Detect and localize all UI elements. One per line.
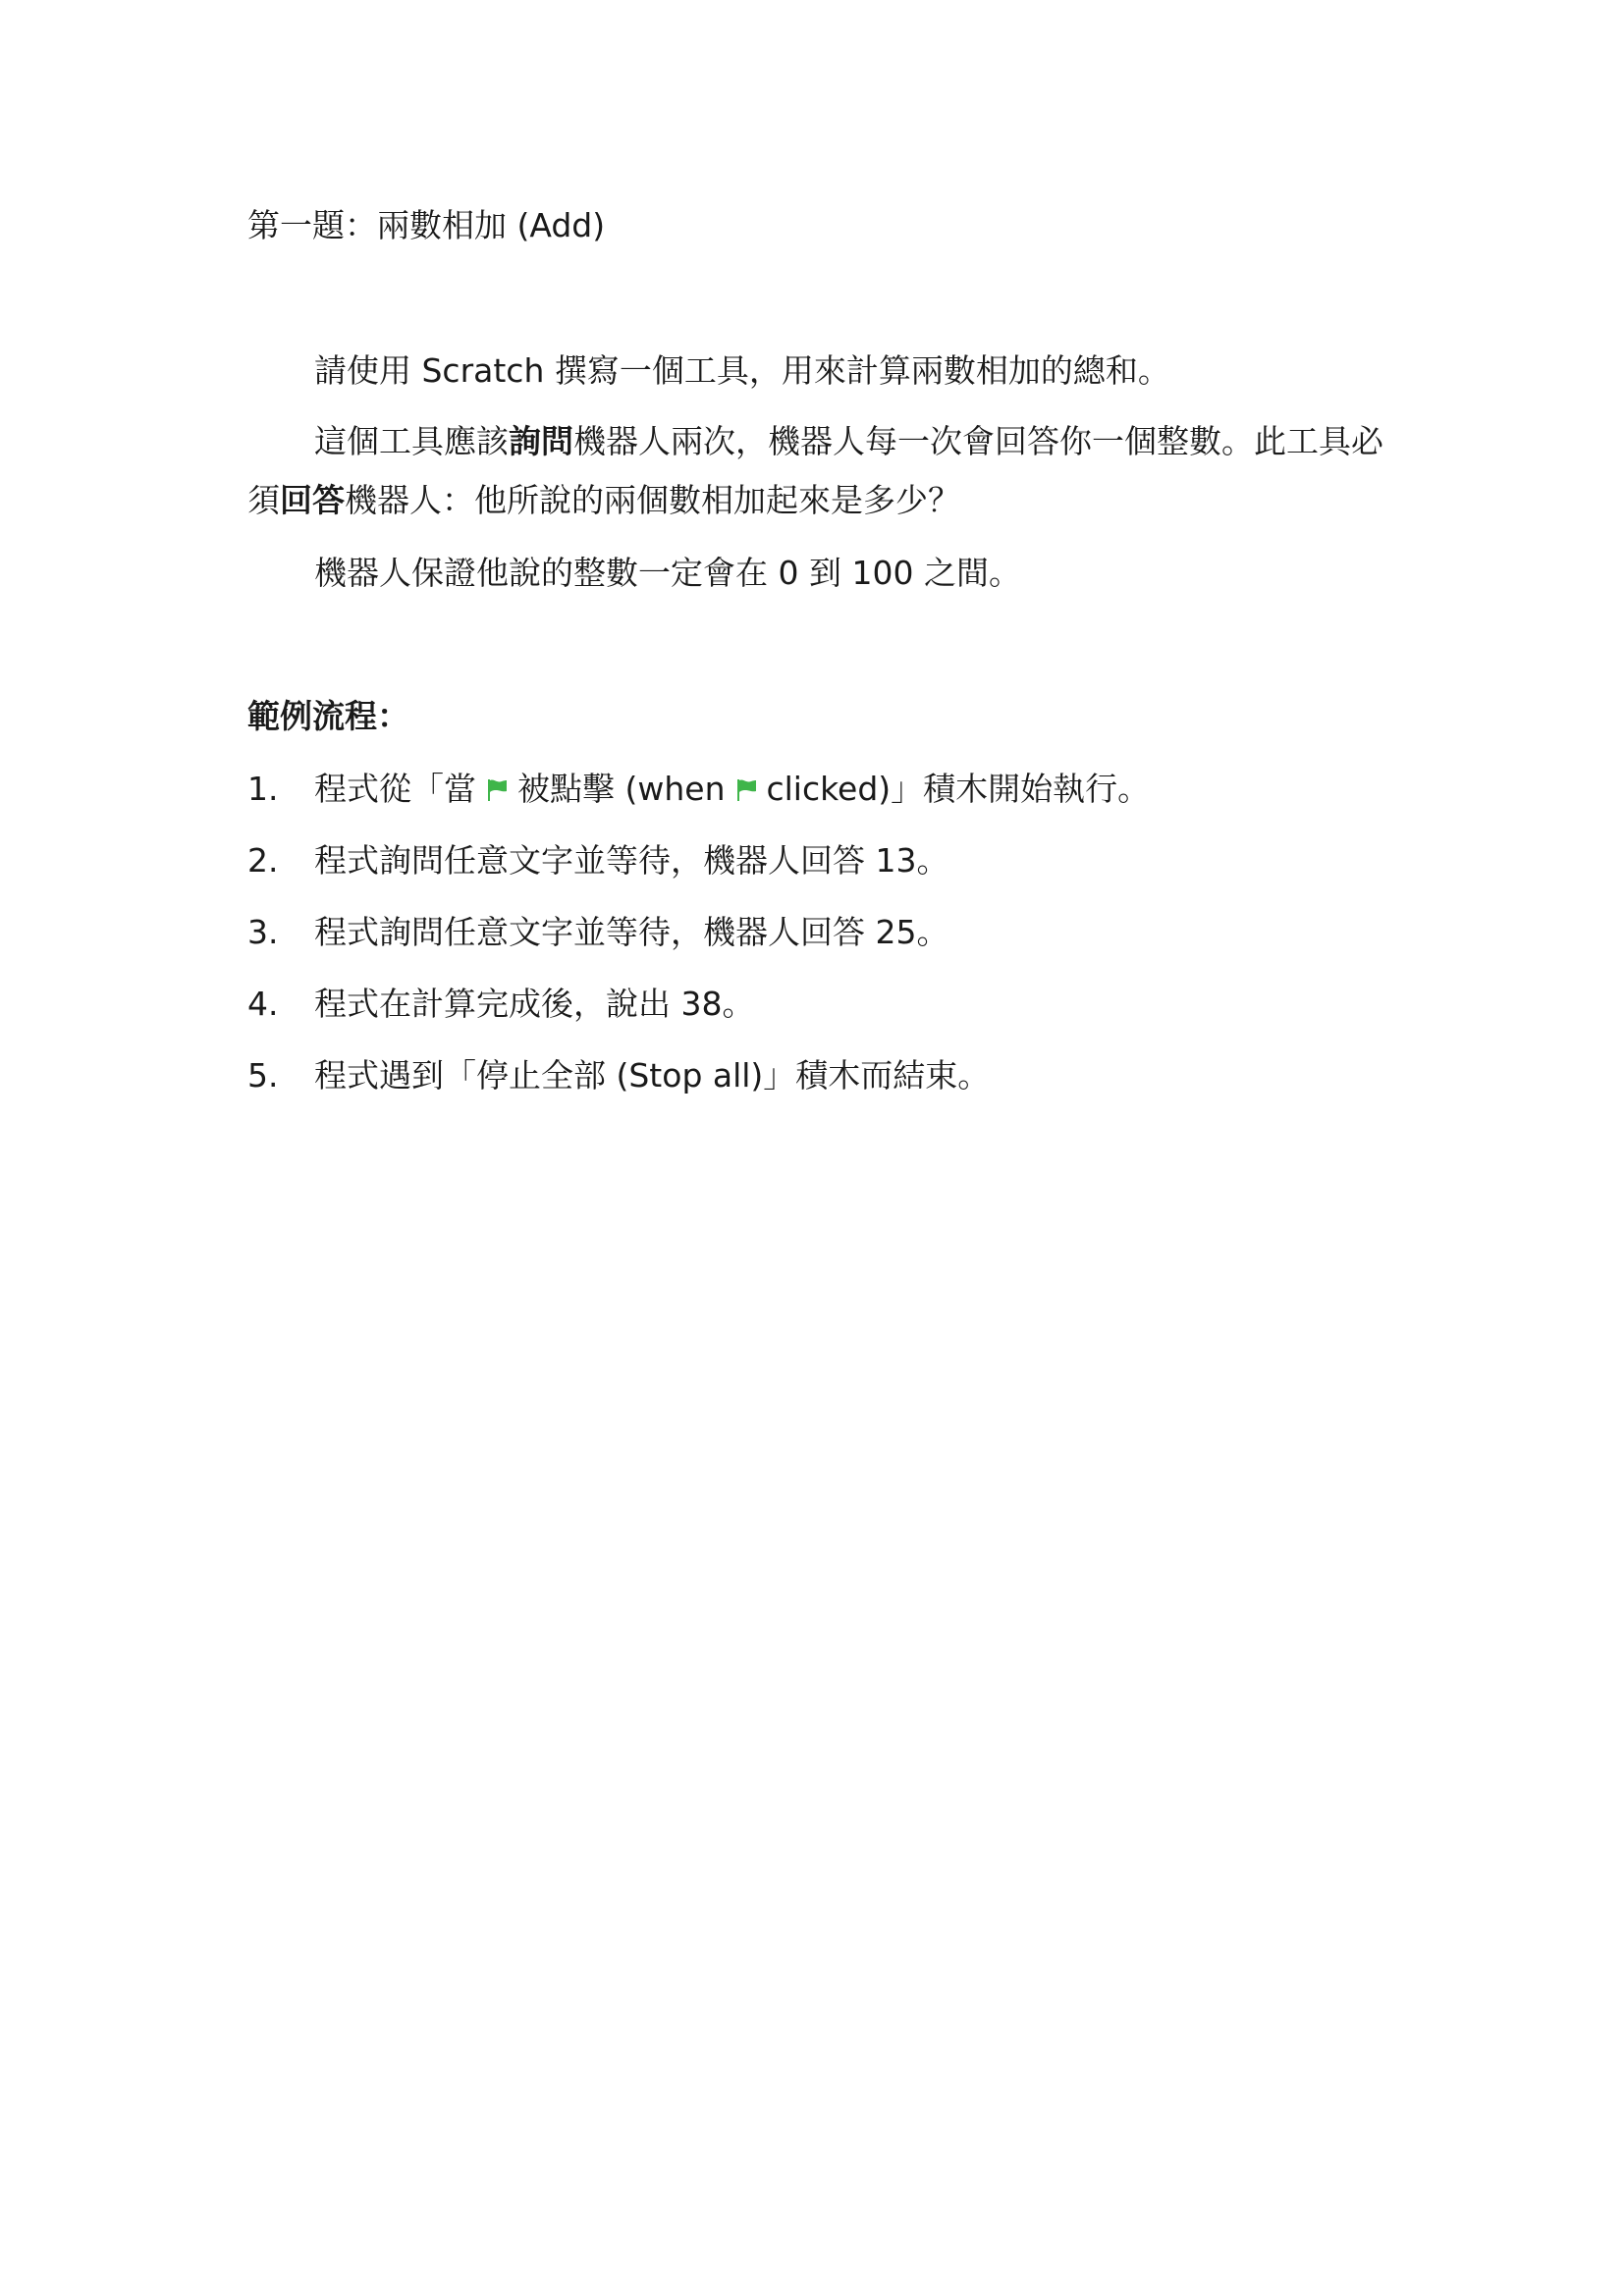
step-text: 程式在計算完成後，說出 38。 [314, 985, 755, 1023]
p2-answer-bold: 回答 [280, 481, 345, 519]
step-text: 程式遇到「停止全部 (Stop all)」積木而結束。 [314, 1056, 991, 1095]
green-flag-icon [733, 777, 759, 803]
example-heading: 範例流程： [247, 697, 409, 735]
step-number: 5. [247, 1056, 279, 1095]
step-number: 4. [247, 985, 279, 1023]
step-number: 1. [247, 770, 279, 808]
step-1-post: clicked)」積木開始執行。 [766, 770, 1151, 808]
example-step-5 [247, 1054, 990, 1097]
green-flag-icon [484, 777, 510, 803]
p2-pre: 這個工具應該 [314, 422, 509, 460]
p2-line2-pre: 須 [247, 481, 280, 519]
problem-title: 第一題：兩數相加 (Add) [247, 206, 606, 244]
example-step-4 [247, 983, 754, 1026]
step-text: 程式詢問任意文字並等待，機器人回答 13。 [314, 841, 949, 880]
step-1-mid: 被點擊 (when [517, 770, 726, 808]
example-step-3 [247, 911, 948, 954]
intro-paragraph-2-line-1 [314, 420, 1383, 463]
step-1-pre: 程式從「當 [314, 770, 476, 808]
p2-line2-post: 機器人：他所說的兩個數相加起來是多少？ [345, 481, 960, 519]
intro-paragraph-2-line-2 [247, 479, 960, 522]
intro-paragraph-3: 機器人保證他說的整數一定會在 0 到 100 之間。 [314, 554, 1021, 592]
p2-mid: 機器人兩次，機器人每一次會回答你一個整數。此工具必 [573, 422, 1383, 460]
example-step-2 [247, 839, 948, 882]
intro-paragraph-1: 請使用 Scratch 撰寫一個工具，用來計算兩數相加的總和。 [314, 351, 1170, 390]
example-step-1 [247, 768, 1150, 811]
step-number: 3. [247, 913, 279, 951]
step-number: 2. [247, 841, 279, 880]
step-text: 程式詢問任意文字並等待，機器人回答 25。 [314, 913, 949, 951]
p2-ask-bold: 詢問 [509, 422, 573, 460]
